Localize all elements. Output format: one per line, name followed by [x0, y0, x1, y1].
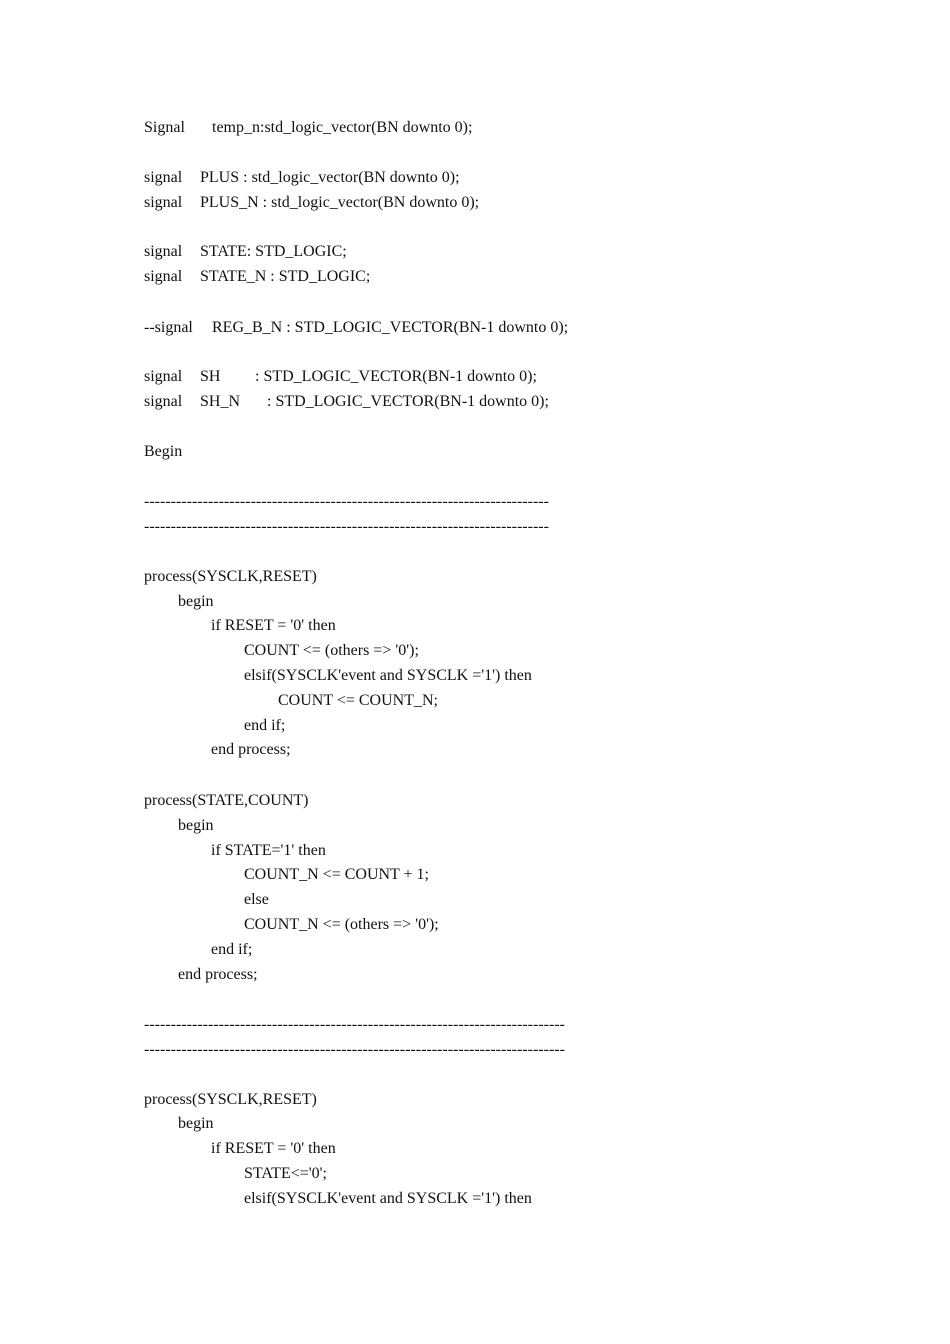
declaration: PLUS_N : std_logic_vector(BN downto 0); [200, 194, 480, 211]
separator-line: ---------------------------------------------------------------------------- [144, 493, 549, 510]
decl-plus-n [144, 193, 479, 213]
separator-line: ---------------------------------------------------------------------------- [144, 518, 549, 535]
process-header: process(SYSCLK,RESET) [144, 568, 317, 585]
if-statement: if STATE='1' then [211, 842, 326, 859]
process-begin: begin [178, 817, 214, 834]
end-if: end if; [211, 941, 253, 958]
declaration: temp_n:std_logic_vector(BN downto 0); [212, 119, 473, 136]
decl-reg-b-n-commented [144, 318, 568, 338]
assignment: COUNT <= (others => '0'); [244, 642, 419, 659]
elsif-statement: elsif(SYSCLK'event and SYSCLK ='1') then [244, 1190, 532, 1207]
keyword: Signal [144, 119, 185, 136]
decl-sh [144, 367, 537, 387]
assignment: COUNT_N <= (others => '0'); [244, 916, 439, 933]
process-begin: begin [178, 1115, 214, 1132]
decl-sh-n [144, 392, 549, 412]
begin-keyword: Begin [144, 443, 183, 460]
signal-name: SH [200, 368, 221, 385]
declaration: STATE: STD_LOGIC; [200, 243, 347, 260]
keyword: signal [144, 368, 183, 385]
end-process: end process; [178, 966, 258, 983]
declaration: PLUS : std_logic_vector(BN downto 0); [200, 169, 460, 186]
assignment: STATE<='0'; [244, 1165, 327, 1182]
if-statement: if RESET = '0' then [211, 1140, 336, 1157]
process-header: process(STATE,COUNT) [144, 792, 309, 809]
decl-state-n [144, 267, 370, 287]
keyword: --signal [144, 319, 193, 336]
code-document [144, 0, 904, 1344]
keyword: signal [144, 169, 183, 186]
keyword: signal [144, 194, 183, 211]
separator-line: ------------------------------------------------------------------------------- [144, 1041, 565, 1058]
process-header: process(SYSCLK,RESET) [144, 1091, 317, 1108]
declaration: : STD_LOGIC_VECTOR(BN-1 downto 0); [255, 368, 537, 385]
declaration: : STD_LOGIC_VECTOR(BN-1 downto 0); [267, 393, 549, 410]
end-if: end if; [244, 717, 286, 734]
decl-temp-n [144, 118, 472, 138]
decl-state [144, 242, 347, 262]
keyword: signal [144, 243, 183, 260]
decl-plus [144, 168, 460, 188]
assignment: COUNT <= COUNT_N; [278, 692, 438, 709]
declaration: REG_B_N : STD_LOGIC_VECTOR(BN-1 downto 0); [212, 319, 569, 336]
if-statement: if RESET = '0' then [211, 617, 336, 634]
assignment: COUNT_N <= COUNT + 1; [244, 866, 429, 883]
end-process: end process; [211, 741, 291, 758]
keyword: signal [144, 268, 183, 285]
signal-name: SH_N [200, 393, 241, 410]
process-begin: begin [178, 593, 214, 610]
declaration: STATE_N : STD_LOGIC; [200, 268, 371, 285]
separator-line: ------------------------------------------------------------------------------- [144, 1016, 565, 1033]
elsif-statement: elsif(SYSCLK'event and SYSCLK ='1') then [244, 667, 532, 684]
keyword: signal [144, 393, 183, 410]
else-keyword: else [244, 891, 269, 908]
